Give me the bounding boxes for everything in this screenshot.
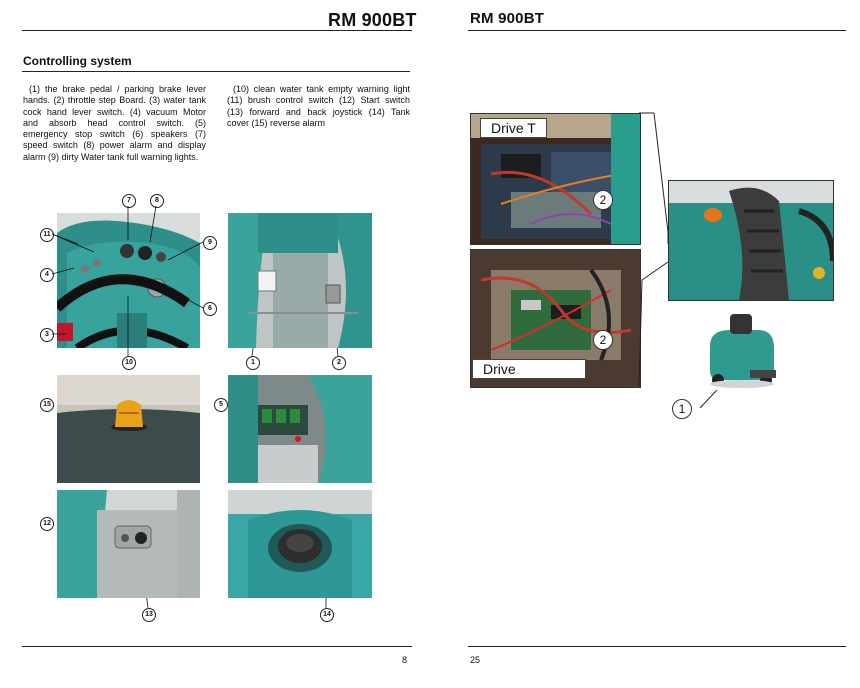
callout-6: 6 xyxy=(203,302,217,316)
callout-13: 13 xyxy=(142,608,156,622)
callout-5: 5 xyxy=(214,398,228,412)
callout-15: 15 xyxy=(40,398,54,412)
right-header-title: RM 900BT xyxy=(470,10,545,27)
description-column-1: (1) the brake pedal / parking brake lever hands. (2) throttle step Board. (3) water tank cock hand lever switch. (4) vacuum Motor and absorb head control switch. (5) emergency stop switch (6) speakers (7) speed switch (8) power alarm and display alarm (9) dirty Water tank full warning lights. xyxy=(23,84,206,162)
rear-photo xyxy=(228,375,372,483)
left-header-title: RM 900BT xyxy=(328,10,417,30)
machine-photo xyxy=(700,306,782,390)
start-switch-photo xyxy=(57,490,200,598)
right-callout-2-bottom: 2 xyxy=(593,330,613,350)
callout-4: 4 xyxy=(40,268,54,282)
left-footer-rule xyxy=(22,646,412,647)
right-page-number: 25 xyxy=(470,655,481,665)
right-callout-2-top: 2 xyxy=(593,190,613,210)
drive-label: Drive xyxy=(472,359,586,379)
tank-cover-photo xyxy=(228,490,372,598)
callout-3: 3 xyxy=(40,328,54,342)
beacon-photo xyxy=(57,375,200,483)
callout-14: 14 xyxy=(320,608,334,622)
callout-8-top: 8 xyxy=(150,194,164,208)
left-page-number: 8 xyxy=(402,655,408,665)
description-column-2: (10) clean water tank empty warning light (11) brush control switch (12) Start switch (13) forward and back joystick (14) Tank cover (15) reverse alarm xyxy=(227,84,410,128)
section-title: Controlling system xyxy=(23,54,132,68)
right-connector-lines xyxy=(430,0,860,688)
callout-1: 1 xyxy=(246,356,260,370)
callout-10: 10 xyxy=(122,356,136,370)
right-footer-rule xyxy=(468,646,846,647)
callout-11: 11 xyxy=(40,228,54,242)
pedals-photo xyxy=(228,213,372,348)
callout-12: 12 xyxy=(40,517,54,531)
callout-9: 9 xyxy=(203,236,217,250)
callout-2: 2 xyxy=(332,356,346,370)
right-callout-1: 1 xyxy=(672,399,692,419)
drive-t-label: Drive T xyxy=(480,118,547,138)
callout-7: 7 xyxy=(122,194,136,208)
